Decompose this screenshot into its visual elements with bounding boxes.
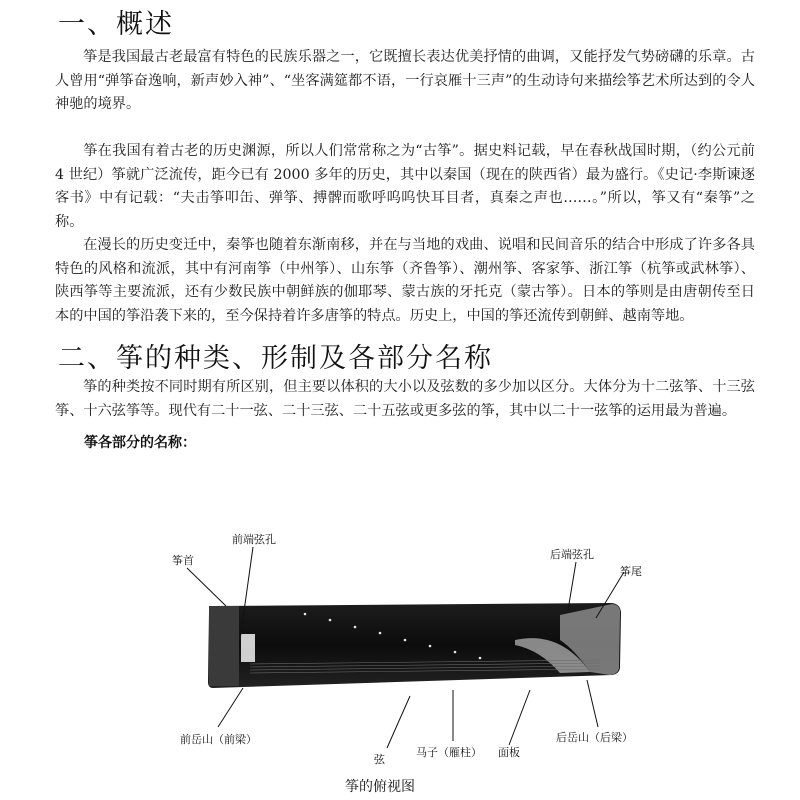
section-1-paragraph-2: 筝在我国有着古老的历史渊源，所以人们常常称之为“古筝”。据史料记载，早在春秋战国时期，（约公元前 4 世纪）筝就广泛流传，距今已有 2000 多年的历史，其中以秦国（现在的陕西省）最为盛行。《史记·李斯谏逐客书》中有记载：“夫击筝叩缶、弹筝、搏髀而歌呼呜呜快耳目者，真秦之声也……。”所以，筝又有“秦筝”之称。 [55,143,755,230]
label-strings: 弦 [374,753,385,766]
section-2-paragraph-1: 筝的种类按不同时期有所区别，但主要以体积的大小以及弦数的多少加以区分。大体分为十二弦筝、十三弦筝、十六弦筝等。现代有二十一弦、二十三弦、二十五弦或更多弦的筝，其中以二十一弦筝的运用最为普遍。 [55,379,755,419]
label-front-string-holes: 前端弦孔 [232,533,276,546]
label-tail: 筝尾 [620,565,642,578]
front-bridge-shape [241,634,255,662]
section-1-heading: 一、概述 [58,9,174,40]
figure-caption: 筝的俯视图 [345,779,415,795]
label-bridges: 马子（雁柱） [416,746,482,759]
label-front-bridge: 前岳山（前梁） [180,733,257,746]
guzheng-head [209,606,239,686]
section-1-paragraph-3: 在漫长的历史变迁中，秦筝也随着东渐南移，并在与当地的戏曲、说唱和民间音乐的结合中形成了许多各具特色的风格和流派，其中有河南筝（中州筝）、山东筝（齐鲁筝）、潮州筝、客家筝、浙江筝（杭筝或武林筝）、陕西筝等主要流派，还有少数民族中朝鲜族的伽耶琴、蒙古族的牙托克（蒙古筝）。日本的筝则是由唐朝传至日本的中国的筝沿袭下来的，至今保持着许多唐筝的特点。历史上，中国的筝还流传到朝鲜、越南等地。 [55,237,755,324]
label-soundboard: 面板 [498,746,520,759]
label-head: 筝首 [172,554,194,567]
label-rear-string-holes: 后端弦孔 [550,548,594,561]
label-rear-bridge: 后岳山（后梁） [556,731,633,744]
parts-subheading: 筝各部分的名称： [84,435,196,451]
section-2-heading: 二、筝的种类、形制及各部分名称 [58,343,493,374]
section-1-paragraph-1: 筝是我国最古老最富有特色的民族乐器之一，它既擅长表达优美抒情的曲调，又能抒发气势磅礴的乐章。古人曾用“弹筝奋逸响，新声妙入神”、“坐客满筵都不语，一行哀雁十三声”的生动诗句来描绘筝艺术所达到的令人神驰的境界。 [55,49,755,112]
